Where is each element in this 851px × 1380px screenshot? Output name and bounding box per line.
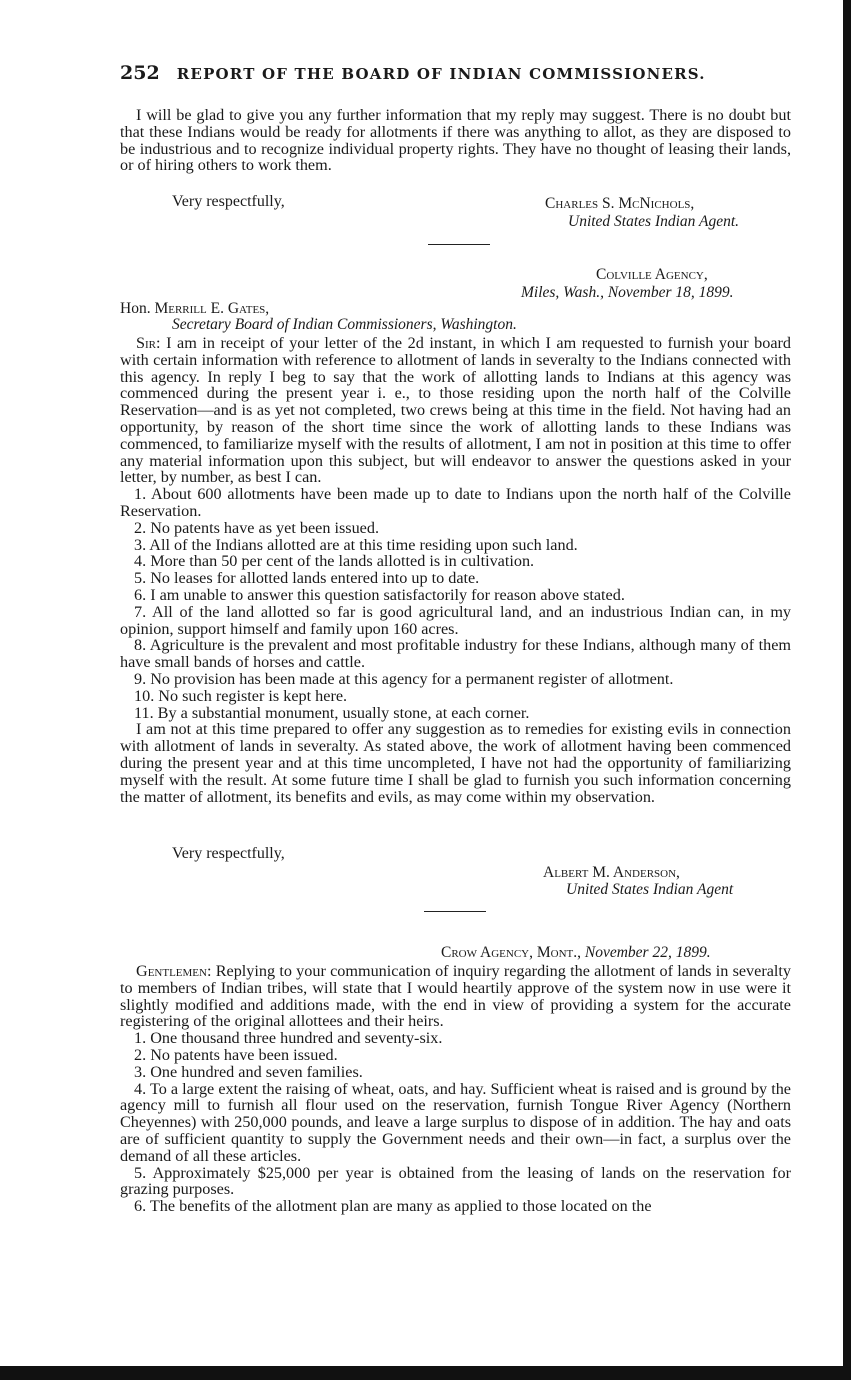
addressee-name: Merrill E. Gates, [154,300,270,317]
letter1-signer-title: United States Indian Agent. [568,213,740,230]
letter2-salutation: Sir: [136,334,161,352]
separator-rule-1 [428,244,490,245]
letter1-closing: Very respectfully, [172,193,285,210]
letter3-answer: 2. No patents have been issued. [134,1045,338,1064]
letter3-answer: 1. One thousand three hundred and seventy-six. [134,1029,443,1048]
letter2-closing: Very respectfully, [172,845,285,862]
letter2-answer: 9. No provision has been made at this agency for a permanent register of allotment. [134,669,674,688]
letter2-answer: 1. About 600 allotments have been made up to date to Indians upon the north half of the Colville Reservation. [120,485,791,520]
letter3-date: November 22, 1899. [584,944,711,961]
letter2-addressee [120,300,269,317]
letter1-body-block [120,107,791,174]
letter1-body: I will be glad to give you any further information that my reply may suggest. There is no doubt but that these Indians would be ready for allotments if there was anything to allot, as they are disposed to be industrious and to recognize individual property rights. They have no thought of leasing their lands, or of hiring others to work them. [120,106,791,175]
letter2-place: Colville Agency, [596,266,708,283]
letter2-intro: I am in receipt of your letter of the 2d instant, in which I am requested to furnish your board with certain information with reference to allotment of lands in severalty to the Indians connected with this agency. In reply I beg to say that the work of allotting lands to Indians at this agency was commenced during the present year i. e., to those residing upon the north half of the Colville Reservation—and is as yet not completed, two crews being at this time in the field. Not having had an opportunity, by reason of the short time since the work of allotting lands to these Indians was commenced, to familiarize myself with the results of allotment, I am not in position at this time to offer any material information upon this subject, but will endeavor to answer the questions asked in your letter, by number, as best I can. [120,334,792,487]
letter3-place: Crow Agency, Mont., [441,944,581,961]
letter2-answer: 11. By a substantial monument, usually stone, at each corner. [134,703,530,722]
letter2-answer: 6. I am unable to answer this question satisfactorily for reason above stated. [134,585,625,604]
letter2-answer: 2. No patents have as yet been issued. [134,518,379,537]
letter2-signer-title: United States Indian Agent [566,881,734,898]
running-head: REPORT OF THE BOARD OF INDIAN COMMISSIONERS. [176,65,706,83]
letter1-signer-name: Charles S. McNichols, [545,195,695,212]
letter2-signer-name: Albert M. Anderson, [543,864,680,881]
letter2-answer: 3. All of the Indians allotted are at this time residing upon such land. [134,535,578,554]
scan-edge-bottom [0,1366,851,1380]
page-header [120,62,780,84]
letter2-conclusion: I am not at this time prepared to offer any suggestion as to remedies for existing evils in connection with allotment of lands in severalty. As stated above, the work of allotment having been commenced during the present year and at this time uncompleted, I have not had the opportunity of familiarizing myself with the result. At some future time I shall be glad to furnish you such information concerning the matter of allotment, its benefits and evils, as may come within my observation. [120,720,791,806]
scan-edge-right [843,0,851,1380]
letter2-addressee-title: Secretary Board of Indian Commissioners, Washington. [172,316,517,333]
letter2-answer: 8. Agriculture is the prevalent and most profitable industry for these Indians, although many of them have small bands of horses and cattle. [120,636,791,672]
letter2-answer: 10. No such register is kept here. [134,686,348,705]
addressee-prefix: Hon. [120,300,151,317]
letter3-answer: 6. The benefits of the allotment plan are many as applied to those located on the [134,1197,652,1216]
letter2-intro-paragraph [120,335,791,486]
letter3-salutation: Gentlemen: [136,962,212,980]
letter2-answer: 4. More than 50 per cent of the lands allotted is in cultivation. [134,552,535,571]
letter3-intro: Replying to your communication of inquiry regarding the allotment of lands in severalty to members of Indian tribes, will state that I would heartily approve of the system now in use were it slightly modified and additions made, with the end in view of providing a system for the accurate registering of the original allottees and their heirs. [120,962,791,1031]
letter2-date-line: Miles, Wash., November 18, 1899. [521,284,734,301]
letter3-dateline [441,944,711,961]
letter3-answer: 5. Approximately $25,000 per year is obtained from the leasing of lands on the reservation for grazing purposes. [120,1163,791,1199]
letter3-intro-paragraph [120,963,791,1030]
separator-rule-2 [424,911,486,912]
letter2-answer: 7. All of the land allotted so far is good agricultural land, and an industrious Indian can, in my opinion, support himself and family upon 160 acres. [120,602,791,638]
letter3-text-block [120,963,791,1215]
page-number: 252 [120,62,160,84]
letter2-text-block [120,335,791,805]
letter3-answer: 3. One hundred and seven families. [134,1062,363,1081]
letter3-answer: 4. To a large extent the raising of wheat, oats, and hay. Sufficient wheat is raised and is ground by the agency mill to furnish all flour used on the reservation, furnish Tongue River Agency (Northern Cheyennes) with 250,000 pounds, and leave a large surplus to dispose of in addition. The hay and oats are of sufficient quantity to supply the Government needs and their own—in fact, a surplus over the demand of all these articles. [120,1079,791,1165]
letter2-answer: 5. No leases for allotted lands entered into up to date. [134,569,480,588]
